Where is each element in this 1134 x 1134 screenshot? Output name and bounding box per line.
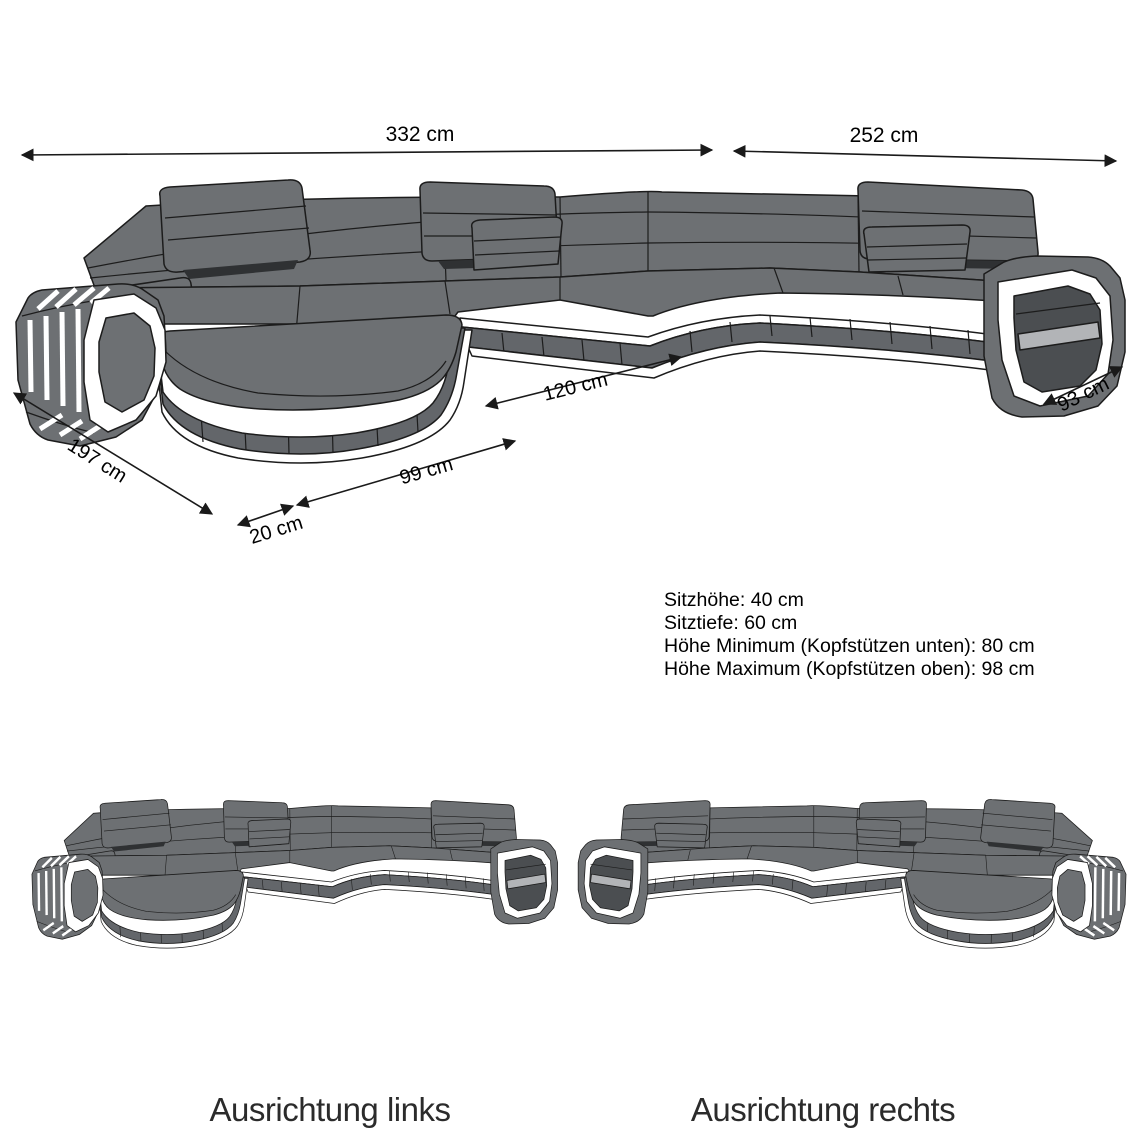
variant-illustrations	[0, 780, 1134, 1010]
dimension-label: 332 cm	[385, 123, 455, 146]
dimension-label: 252 cm	[849, 124, 919, 147]
sofa-main-view	[16, 180, 1125, 463]
dimension-line	[734, 151, 1116, 161]
spec-line: Höhe Maximum (Kopfstützen oben): 98 cm	[664, 658, 1035, 680]
variant-label-left: Ausrichtung links	[209, 1091, 451, 1128]
sofa-variant-right	[578, 800, 1126, 949]
dimension-label: 93 cm	[1054, 372, 1113, 417]
spec-line: Höhe Minimum (Kopfstützen unten): 80 cm	[664, 635, 1035, 657]
dimension-label: 99 cm	[397, 453, 456, 490]
dimension-label: 197 cm	[63, 434, 131, 488]
dimension-line	[22, 150, 712, 155]
sofa-variant-left	[32, 800, 558, 949]
spec-list	[664, 589, 1035, 681]
dimension-total-width-left	[22, 123, 712, 155]
spec-line: Sitzhöhe: 40 cm	[664, 589, 804, 611]
dimension-chaise-front-offset	[238, 506, 306, 549]
spec-line: Sitztiefe: 60 cm	[664, 612, 798, 634]
dimension-label: 120 cm	[541, 368, 611, 406]
dimension-label: 20 cm	[246, 511, 306, 549]
dimension-total-width-right	[734, 124, 1116, 161]
variant-label-right: Ausrichtung rechts	[690, 1091, 956, 1128]
